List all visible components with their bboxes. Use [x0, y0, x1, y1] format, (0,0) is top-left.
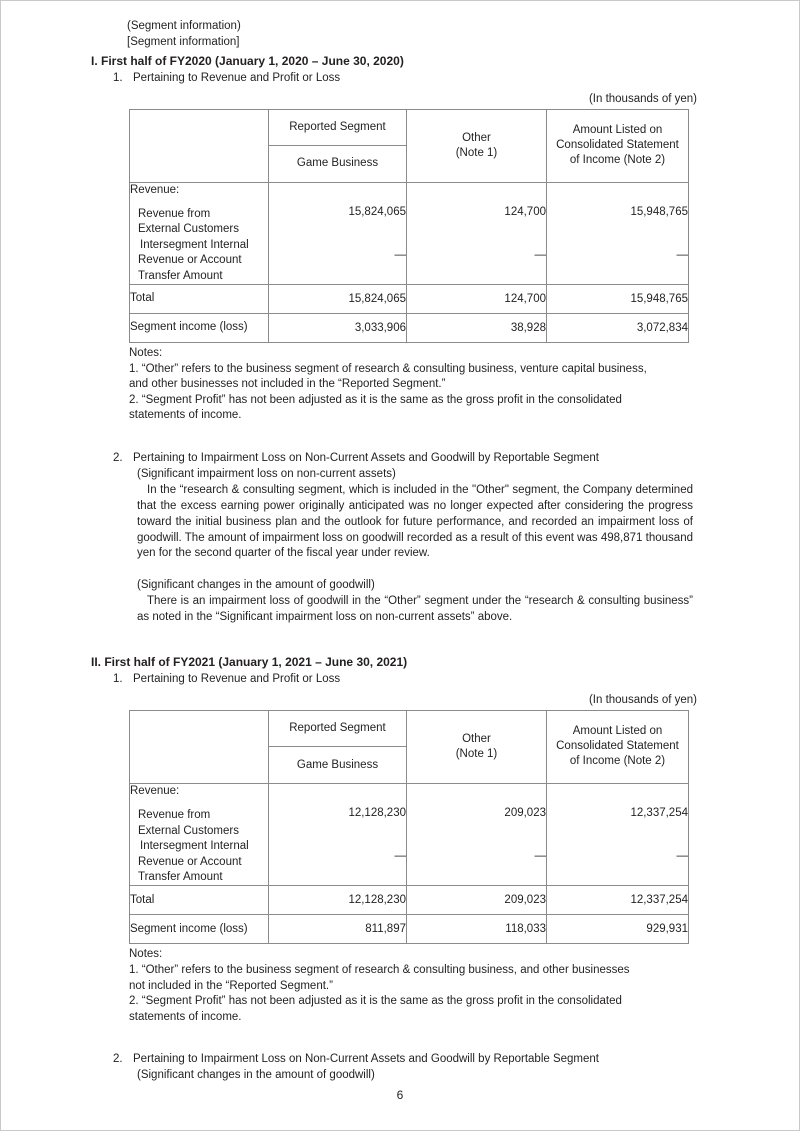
row-label-total: Total: [130, 886, 269, 915]
notes-title: Notes:: [129, 948, 163, 961]
page-number: 6: [396, 1088, 404, 1102]
cell-amount-revenue-group: [547, 783, 689, 885]
value-intersegment-amount: —: [676, 248, 688, 261]
header-reported-segment: Reported Segment: [269, 109, 407, 146]
table-row-revenue-group: [130, 783, 689, 885]
header-amount-line3: of Income (Note 2): [569, 755, 666, 768]
value-total-other: 124,700: [407, 285, 547, 314]
header-reported-segment: Reported Segment: [269, 710, 407, 747]
section-1-item-2: [113, 450, 711, 467]
value-total-game: 15,824,065: [269, 285, 407, 314]
table-header-row-top: [130, 109, 689, 146]
goodwill-change-paragraph: There is an impairment loss of goodwill in the “Other” segment under the “research & consulting business” as noted in the “Significant impairment loss on non-current assets” above.: [137, 595, 693, 624]
note-1-line-1: 1. “Other” refers to the business segment of research & consulting business, and other businesses: [129, 963, 630, 976]
value-segment-income-game: 3,033,906: [269, 314, 407, 343]
section-1-notes: [129, 346, 689, 424]
header-stub-cell: [130, 109, 269, 182]
section-1-title: I. First half of FY2020 (January 1, 2020 – June 30, 2020): [91, 53, 404, 68]
header-amount-consolidated: [547, 710, 689, 783]
value-segment-income-game: 811,897: [269, 915, 407, 944]
row-label-segment-income: Segment income (loss): [130, 314, 269, 343]
revenue-external-line1: Revenue from: [138, 809, 211, 822]
revenue-label: Revenue:: [130, 183, 180, 196]
note-2-line-2: statements of income.: [129, 1010, 242, 1023]
section-1-unit-label: (In thousands of yen): [588, 92, 697, 105]
intersegment-line2: Revenue or Account: [138, 254, 242, 267]
cell-amount-revenue-group: [547, 182, 689, 284]
section-2-title: II. First half of FY2021 (January 1, 2021 – June 30, 2021): [91, 654, 408, 669]
goodwill-change-subtitle: (Significant changes in the amount of goodwill): [137, 579, 375, 592]
note-2-line-1: 2. “Segment Profit” has not been adjusted as it is the same as the gross profit in the consolidated: [129, 995, 622, 1008]
row-label-segment-income: Segment income (loss): [130, 915, 269, 944]
value-external-amount: 12,337,254: [630, 807, 688, 820]
table-row-revenue-group: [130, 182, 689, 284]
value-intersegment-other: —: [534, 248, 546, 261]
section-1-item-1-label: Pertaining to Revenue and Profit or Loss: [133, 71, 341, 84]
value-intersegment-game: —: [394, 248, 406, 261]
value-intersegment-game: —: [394, 850, 406, 863]
value-segment-income-amount: 3,072,834: [547, 314, 689, 343]
cell-other-revenue-group: [407, 182, 547, 284]
value-total-amount: 12,337,254: [547, 886, 689, 915]
value-external-amount: 15,948,765: [630, 205, 688, 218]
impairment-loss-paragraph: In the “research & consulting segment, which is included in the "Other" segment, the Company determined that the excess earning power originally anticipated was no longer expected after considering the progress toward the initial business plan and the outlook for future performance, and recorded an impairment loss of goodwill. The amount of impairment loss on goodwill recorded as a result of this event was 498,871 thousand yen for the second quarter of the fiscal year under review.: [137, 483, 693, 560]
revenue-external-line2: External Customers: [138, 824, 239, 837]
value-total-amount: 15,948,765: [547, 285, 689, 314]
note-2-line-1: 2. “Segment Profit” has not been adjusted as it is the same as the gross profit in the consolidated: [129, 393, 622, 406]
segment-table-fy2020: [129, 109, 689, 343]
section-2-notes: [129, 947, 689, 1025]
header-other: [407, 710, 547, 783]
revenue-external-line1: Revenue from: [138, 208, 211, 220]
header-amount-line2: Consolidated Statement: [556, 139, 679, 152]
row-label-revenue-group: [130, 783, 269, 885]
note-2-line-2: statements of income.: [129, 409, 242, 422]
table-row-segment-income: [130, 314, 689, 343]
goodwill-change-paragraph-block: [137, 594, 693, 626]
revenue-label: Revenue:: [130, 784, 180, 797]
section-1-item-2-subtitle: (Significant impairment loss on non-current assets): [137, 468, 396, 480]
note-1-line-2: and other businesses not included in the “Reported Segment.”: [129, 378, 446, 391]
page-content: [91, 19, 711, 1084]
header-amount-consolidated: [547, 109, 689, 182]
value-segment-income-amount: 929,931: [547, 915, 689, 944]
value-total-other: 209,023: [407, 886, 547, 915]
section-2-item-2-subtitle: (Significant changes in the amount of goodwill): [137, 1069, 375, 1082]
value-total-game: 12,128,230: [269, 886, 407, 915]
row-label-revenue-group: [130, 182, 269, 284]
section-1-item-2-label: Pertaining to Impairment Loss on Non-Current Assets and Goodwill by Reportable Segment: [133, 452, 599, 464]
header-amount-line1: Amount Listed on: [572, 124, 663, 137]
header-other-line2: (Note 1): [455, 146, 498, 159]
header-amount-line3: of Income (Note 2): [569, 154, 666, 167]
revenue-external-line2: External Customers: [138, 223, 239, 236]
note-1-line-1: 1. “Other” refers to the business segment of research & consulting business, venture capital business,: [129, 362, 647, 375]
section-2-item-2-label: Pertaining to Impairment Loss on Non-Current Assets and Goodwill by Reportable Segment: [133, 1053, 599, 1066]
header-other: [407, 109, 547, 182]
notes-title: Notes:: [129, 347, 163, 360]
section-2-item-1-number: 1.: [113, 672, 123, 685]
table-row-segment-income: [130, 915, 689, 944]
header-game-business: Game Business: [269, 747, 407, 784]
value-external-other: 209,023: [504, 807, 546, 820]
row-label-total: Total: [130, 285, 269, 314]
table-row-total: [130, 886, 689, 915]
intersegment-line3: Transfer Amount: [138, 269, 223, 282]
cell-game-revenue-group: [269, 783, 407, 885]
section-1-item-2-number: 2.: [113, 452, 123, 464]
intersegment-line3: Transfer Amount: [138, 870, 223, 883]
section-2-item-1: [113, 671, 711, 688]
value-intersegment-other: —: [534, 850, 546, 863]
header-game-business: Game Business: [269, 146, 407, 183]
value-intersegment-amount: —: [676, 850, 688, 863]
value-external-game: 15,824,065: [348, 205, 406, 218]
segment-information-bracket-heading: [Segment information]: [127, 35, 240, 48]
section-2-item-2-number: 2.: [113, 1053, 123, 1066]
note-1-line-2: not included in the “Reported Segment.”: [129, 979, 333, 992]
header-stub-cell: [130, 710, 269, 783]
cell-other-revenue-group: [407, 783, 547, 885]
cell-game-revenue-group: [269, 182, 407, 284]
section-2-unit-label: (In thousands of yen): [588, 693, 697, 706]
intersegment-line1: Intersegment Internal: [140, 238, 249, 251]
table-row-total: [130, 285, 689, 314]
header-other-line1: Other: [462, 732, 491, 745]
value-segment-income-other: 38,928: [407, 314, 547, 343]
impairment-loss-paragraph-block: [137, 483, 693, 563]
segment-table-fy2021: [129, 710, 689, 944]
table-header-row-top: [130, 710, 689, 747]
value-external-other: 124,700: [504, 205, 546, 218]
header-other-line2: (Note 1): [455, 747, 498, 760]
section-1-item-1-number: 1.: [113, 71, 123, 84]
intersegment-line2: Revenue or Account: [138, 855, 242, 868]
header-amount-line2: Consolidated Statement: [556, 740, 679, 753]
value-segment-income-other: 118,033: [407, 915, 547, 944]
intersegment-line1: Intersegment Internal: [140, 840, 249, 853]
section-2-item-2: [113, 1051, 711, 1068]
value-external-game: 12,128,230: [348, 807, 406, 820]
segment-information-paren-heading: (Segment information): [127, 20, 241, 32]
section-2-item-1-label: Pertaining to Revenue and Profit or Loss: [133, 672, 341, 685]
header-amount-line1: Amount Listed on: [572, 725, 663, 738]
header-other-line1: Other: [462, 131, 491, 144]
section-1-item-1: [113, 70, 711, 87]
